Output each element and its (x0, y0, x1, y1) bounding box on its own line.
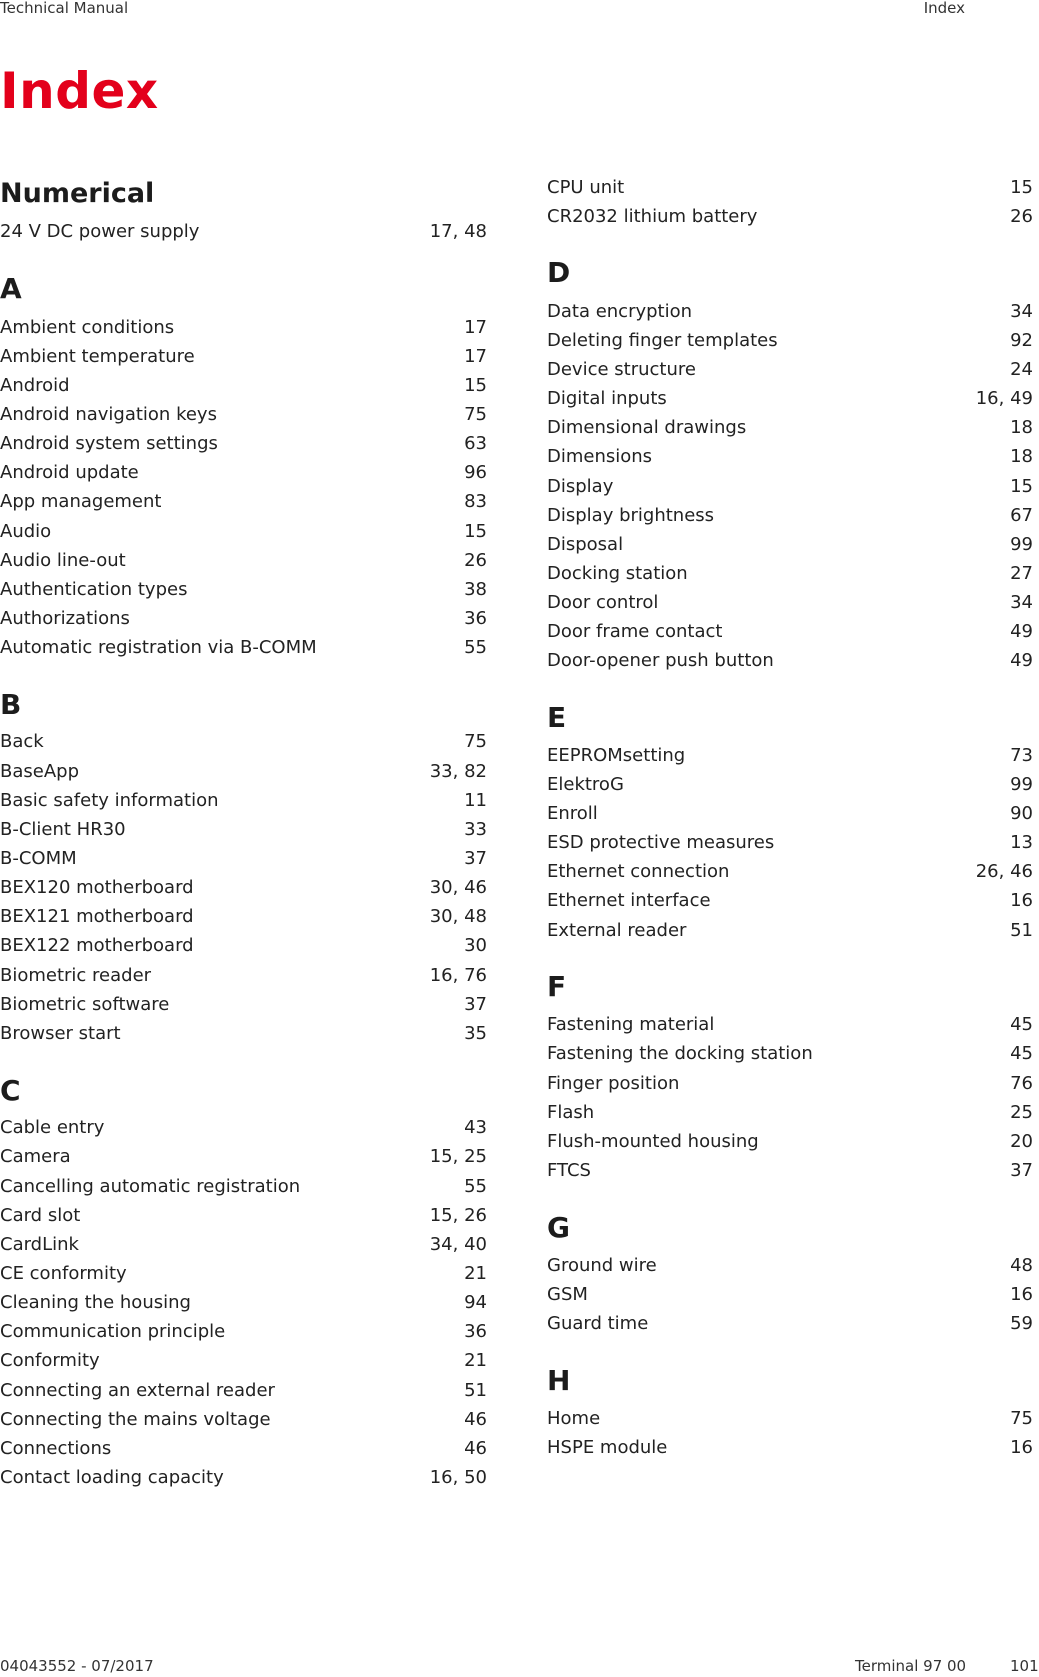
index-page-ref: 16 (1010, 890, 1033, 911)
index-page-ref: 63 (464, 433, 487, 454)
index-entry (0, 964, 487, 988)
index-term: Ambient temperature (0, 346, 195, 367)
index-term: Camera (0, 1146, 71, 1167)
index-page-ref: 30, 48 (429, 906, 487, 927)
index-entry (0, 730, 487, 754)
index-page-ref: 16 (1010, 1284, 1033, 1305)
index-page-ref: 18 (1010, 446, 1033, 467)
index-page-ref: 24 (1010, 359, 1033, 380)
index-entry (0, 520, 487, 544)
index-term: CardLink (0, 1234, 79, 1255)
index-term: CE conformity (0, 1263, 127, 1284)
index-entry (0, 905, 487, 929)
index-entry (547, 860, 1033, 884)
index-term: GSM (547, 1284, 588, 1305)
index-term: Device structure (547, 359, 696, 380)
index-term: Disposal (547, 534, 624, 555)
index-term: Home (547, 1408, 601, 1429)
index-term: Door control (547, 592, 659, 613)
index-page-ref: 30 (464, 935, 487, 956)
index-entry (547, 1130, 1033, 1154)
section-heading-numerical: Numerical (0, 178, 155, 209)
index-page-ref: 46 (464, 1438, 487, 1459)
index-term: Cancelling automatic registration (0, 1176, 301, 1197)
index-page-ref: 83 (464, 491, 487, 512)
index-term: Biometric software (0, 994, 170, 1015)
index-entry (0, 316, 487, 340)
index-entry (547, 1159, 1033, 1183)
index-page-ref: 90 (1010, 803, 1033, 824)
index-entry (547, 358, 1033, 382)
section-heading-a: A (0, 272, 22, 305)
index-term: Contact loading capacity (0, 1467, 224, 1488)
index-page-ref: 55 (464, 637, 487, 658)
index-page-ref: 43 (464, 1117, 487, 1138)
index-page-ref: 33 (464, 819, 487, 840)
index-entry (0, 1291, 487, 1315)
index-entry (0, 1379, 487, 1403)
index-term: Connections (0, 1438, 112, 1459)
index-term: Flash (547, 1102, 595, 1123)
index-page-ref: 45 (1010, 1014, 1033, 1035)
index-term: Communication principle (0, 1321, 226, 1342)
index-term: HSPE module (547, 1437, 668, 1458)
index-term: Dimensions (547, 446, 653, 467)
section-heading-f: F (547, 970, 567, 1003)
index-page-ref: 37 (464, 848, 487, 869)
index-entry (547, 562, 1033, 586)
index-page-ref: 37 (464, 994, 487, 1015)
index-term: Back (0, 731, 44, 752)
index-page-ref: 92 (1010, 330, 1033, 351)
index-entry (0, 578, 487, 602)
index-page-ref: 26 (1010, 206, 1033, 227)
index-entry (547, 300, 1033, 324)
index-page-ref: 30, 46 (429, 877, 487, 898)
index-entry (547, 1101, 1033, 1125)
index-term: BEX122 motherboard (0, 935, 194, 956)
index-page-ref: 76 (1010, 1073, 1033, 1094)
index-term: Connecting an external reader (0, 1380, 275, 1401)
index-page-ref: 75 (464, 404, 487, 425)
index-entry (547, 416, 1033, 440)
index-entry (0, 1408, 487, 1432)
index-term: CR2032 lithium battery (547, 206, 758, 227)
index-entry (0, 461, 487, 485)
section-heading-g: G (547, 1211, 570, 1244)
index-term: Display (547, 476, 614, 497)
section-heading-c: C (0, 1074, 21, 1107)
index-entry (0, 1437, 487, 1461)
index-term: Enroll (547, 803, 598, 824)
index-page-ref: 17 (464, 317, 487, 338)
index-entry (0, 490, 487, 514)
index-term: Automatic registration via B-COMM (0, 637, 317, 658)
index-page-ref: 46 (464, 1409, 487, 1430)
index-entry (0, 1116, 487, 1140)
index-entry (0, 1145, 487, 1169)
index-entry (547, 504, 1033, 528)
index-page-ref: 36 (464, 608, 487, 629)
index-term: Cleaning the housing (0, 1292, 191, 1313)
index-entry (0, 607, 487, 631)
page-title: Index (0, 62, 159, 120)
index-entry (547, 802, 1033, 826)
index-page-ref: 55 (464, 1176, 487, 1197)
index-term: B-Client HR30 (0, 819, 126, 840)
index-entry (0, 1466, 487, 1490)
footer-page-number: 101 (1010, 1657, 1039, 1675)
index-page-ref: 13 (1010, 832, 1033, 853)
index-entry (547, 620, 1033, 644)
index-page-ref: 15 (464, 375, 487, 396)
index-entry (547, 591, 1033, 615)
index-entry (0, 1320, 487, 1344)
index-term: Biometric reader (0, 965, 152, 986)
index-entry (0, 220, 487, 244)
index-page-ref: 33, 82 (429, 761, 487, 782)
section-heading-b: B (0, 688, 22, 721)
index-entry (547, 387, 1033, 411)
index-page-ref: 34, 40 (429, 1234, 487, 1255)
index-term: Android navigation keys (0, 404, 217, 425)
index-term: B-COMM (0, 848, 77, 869)
index-entry (0, 847, 487, 871)
index-entry (547, 1042, 1033, 1066)
index-term: Ground wire (547, 1255, 657, 1276)
index-entry (547, 445, 1033, 469)
index-page-ref: 16 (1010, 1437, 1033, 1458)
index-page-ref: 37 (1010, 1160, 1033, 1181)
index-page-ref: 51 (464, 1380, 487, 1401)
index-term: FTCS (547, 1160, 591, 1181)
index-entry (547, 919, 1033, 943)
index-entry (0, 1262, 487, 1286)
footer-doc-number: 04043552 - 07/2017 (0, 1657, 154, 1675)
index-term: BEX121 motherboard (0, 906, 194, 927)
index-entry (547, 1436, 1033, 1460)
index-page-ref: 99 (1010, 774, 1033, 795)
index-term: Connecting the mains voltage (0, 1409, 271, 1430)
index-term: Browser start (0, 1023, 121, 1044)
index-term: Door frame contact (547, 621, 723, 642)
index-entry (547, 1254, 1033, 1278)
index-term: Data encryption (547, 301, 693, 322)
index-entry (0, 934, 487, 958)
index-term: 24 V DC power supply (0, 221, 200, 242)
index-term: Fastening the docking station (547, 1043, 813, 1064)
index-page-ref: 45 (1010, 1043, 1033, 1064)
index-term: Audio line-out (0, 550, 126, 571)
index-term: Authentication types (0, 579, 188, 600)
index-page-ref: 15, 25 (429, 1146, 487, 1167)
section-heading-h: H (547, 1364, 571, 1397)
index-term: App management (0, 491, 162, 512)
index-entry (0, 1022, 487, 1046)
index-term: Cable entry (0, 1117, 105, 1138)
index-term: Guard time (547, 1313, 649, 1334)
index-entry (0, 403, 487, 427)
index-term: Conformity (0, 1350, 100, 1371)
index-entry (547, 205, 1033, 229)
index-term: Authorizations (0, 608, 130, 629)
index-term: Basic safety information (0, 790, 219, 811)
index-page-ref: 17, 48 (429, 221, 487, 242)
index-entry (0, 374, 487, 398)
running-header-title: Technical Manual (0, 0, 129, 17)
index-term: Dimensional drawings (547, 417, 747, 438)
index-page-ref: 26, 46 (975, 861, 1033, 882)
index-entry (547, 1283, 1033, 1307)
index-page-ref: 36 (464, 1321, 487, 1342)
index-term: Docking station (547, 563, 688, 584)
index-term: BaseApp (0, 761, 79, 782)
index-page-ref: 27 (1010, 563, 1033, 584)
index-entry (0, 760, 487, 784)
index-term: EEPROMsetting (547, 745, 686, 766)
index-page-ref: 75 (464, 731, 487, 752)
index-page-ref: 21 (464, 1263, 487, 1284)
index-entry (547, 1407, 1033, 1431)
index-term: Ethernet connection (547, 861, 730, 882)
footer-product: Terminal 97 00 (855, 1657, 967, 1675)
index-page-ref: 75 (1010, 1408, 1033, 1429)
index-entry (547, 889, 1033, 913)
index-page-ref: 11 (464, 790, 487, 811)
index-entry (547, 176, 1033, 200)
index-entry (0, 1233, 487, 1257)
section-heading-e: E (547, 701, 567, 734)
index-entry (547, 329, 1033, 353)
index-page-ref: 34 (1010, 301, 1033, 322)
index-page-ref: 38 (464, 579, 487, 600)
index-page-ref: 67 (1010, 505, 1033, 526)
index-term: External reader (547, 920, 687, 941)
index-entry (0, 993, 487, 1017)
index-page-ref: 49 (1010, 650, 1033, 671)
index-term: ElektroG (547, 774, 624, 795)
index-entry (547, 649, 1033, 673)
index-entry (547, 1312, 1033, 1336)
index-term: Display brightness (547, 505, 715, 526)
index-term: CPU unit (547, 177, 625, 198)
index-page-ref: 96 (464, 462, 487, 483)
index-entry (547, 475, 1033, 499)
index-page-ref: 34 (1010, 592, 1033, 613)
index-entry (547, 533, 1033, 557)
index-term: Ambient conditions (0, 317, 175, 338)
index-term: Flush-mounted housing (547, 1131, 759, 1152)
index-entry (0, 1204, 487, 1228)
index-page-ref: 15, 26 (429, 1205, 487, 1226)
index-page-ref: 15 (464, 521, 487, 542)
index-term: Deleting finger templates (547, 330, 778, 351)
index-page-ref: 20 (1010, 1131, 1033, 1152)
index-term: Android (0, 375, 70, 396)
index-page-ref: 25 (1010, 1102, 1033, 1123)
index-entry (0, 636, 487, 660)
index-entry (547, 744, 1033, 768)
index-term: Fastening material (547, 1014, 715, 1035)
index-page-ref: 35 (464, 1023, 487, 1044)
index-term: Digital inputs (547, 388, 667, 409)
index-page-ref: 16, 76 (429, 965, 487, 986)
index-term: Card slot (0, 1205, 81, 1226)
running-header-section: Index (923, 0, 965, 17)
index-entry (0, 549, 487, 573)
index-page-ref: 15 (1010, 476, 1033, 497)
index-page-ref: 59 (1010, 1313, 1033, 1334)
index-entry (0, 789, 487, 813)
index-entry (0, 432, 487, 456)
index-entry (0, 1175, 487, 1199)
index-entry (0, 818, 487, 842)
index-entry (547, 1072, 1033, 1096)
section-heading-d: D (547, 256, 571, 289)
index-page-ref: 15 (1010, 177, 1033, 198)
index-entry (547, 831, 1033, 855)
index-page-ref: 21 (464, 1350, 487, 1371)
index-page-ref: 16, 49 (975, 388, 1033, 409)
index-term: Ethernet interface (547, 890, 711, 911)
index-page-ref: 94 (464, 1292, 487, 1313)
index-page-ref: 17 (464, 346, 487, 367)
index-term: ESD protective measures (547, 832, 775, 853)
index-page-ref: 49 (1010, 621, 1033, 642)
index-term: Android update (0, 462, 139, 483)
index-page-ref: 18 (1010, 417, 1033, 438)
index-entry (0, 345, 487, 369)
index-page-ref: 73 (1010, 745, 1033, 766)
index-page-ref: 16, 50 (429, 1467, 487, 1488)
index-term: Audio (0, 521, 52, 542)
index-term: Android system settings (0, 433, 218, 454)
index-page-ref: 51 (1010, 920, 1033, 941)
index-page-ref: 26 (464, 550, 487, 571)
index-entry (547, 773, 1033, 797)
index-entry (0, 876, 487, 900)
index-term: Finger position (547, 1073, 680, 1094)
index-entry (547, 1013, 1033, 1037)
index-entry (0, 1349, 487, 1373)
index-page-ref: 99 (1010, 534, 1033, 555)
index-term: Door-opener push button (547, 650, 774, 671)
index-term: BEX120 motherboard (0, 877, 194, 898)
index-page-ref: 48 (1010, 1255, 1033, 1276)
